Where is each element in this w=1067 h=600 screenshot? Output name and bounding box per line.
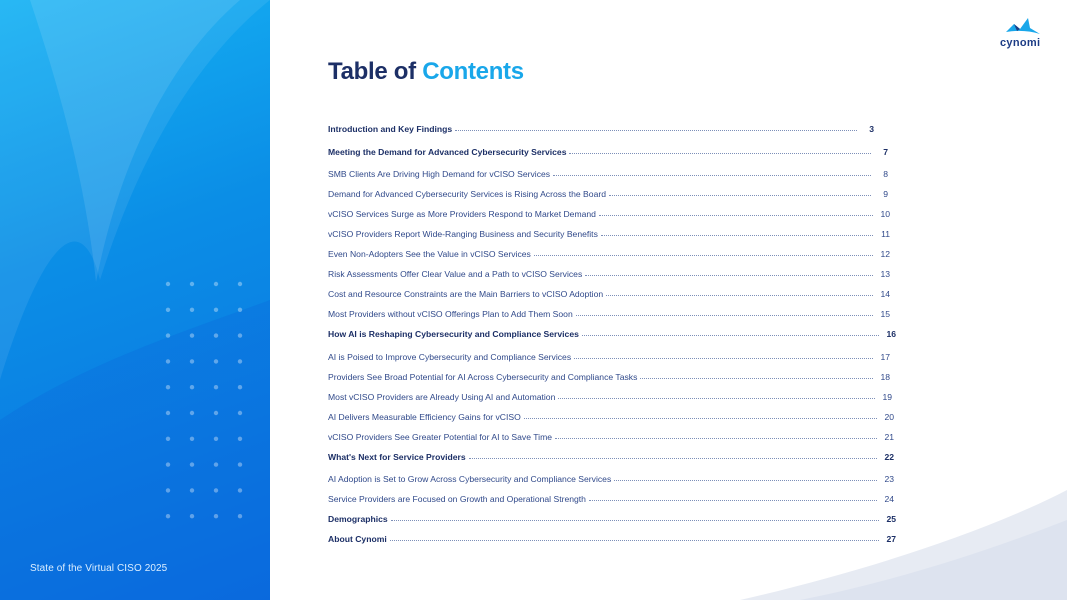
cover-side-panel xyxy=(0,0,270,600)
toc-entry[interactable] xyxy=(328,146,888,158)
page-title xyxy=(328,58,524,86)
decorative-dot xyxy=(166,359,170,363)
toc-entry[interactable] xyxy=(328,451,894,463)
toc-entry-page-number: 27 xyxy=(886,534,896,544)
toc-entry[interactable] xyxy=(328,493,894,505)
toc-entry[interactable] xyxy=(328,228,890,240)
decorative-dot xyxy=(190,437,194,441)
toc-entry-page-number: 23 xyxy=(884,474,894,484)
toc-entry-page-number: 12 xyxy=(880,249,890,259)
decorative-dot xyxy=(238,308,242,312)
decorative-dot xyxy=(214,333,218,337)
toc-entry-label: Most vCISO Providers are Already Using AI and Automation xyxy=(328,392,556,402)
toc-leader-dots xyxy=(606,294,873,296)
decorative-dot xyxy=(214,411,218,415)
toc-entry-label: SMB Clients Are Driving High Demand for vCISO Services xyxy=(328,169,551,179)
decorative-dot xyxy=(166,282,170,286)
toc-entry[interactable] xyxy=(328,473,894,485)
toc-leader-dots xyxy=(390,539,879,541)
toc-entry-page-number: 9 xyxy=(883,189,888,199)
toc-leader-dots xyxy=(569,152,871,154)
toc-leader-dots xyxy=(614,479,877,481)
toc-entry-label: AI is Poised to Improve Cybersecurity and Compliance Services xyxy=(328,352,572,362)
toc-leader-dots xyxy=(558,397,875,399)
decorative-dot xyxy=(238,462,242,466)
decorative-dot xyxy=(214,359,218,363)
decorative-dot xyxy=(238,411,242,415)
toc-entry-page-number: 21 xyxy=(884,432,894,442)
toc-entry-label: Cost and Resource Constraints are the Main Barriers to vCISO Adoption xyxy=(328,289,604,299)
decorative-dot xyxy=(190,282,194,286)
toc-entry-page-number: 19 xyxy=(882,392,892,402)
toc-entry[interactable] xyxy=(328,513,896,525)
toc-entry[interactable] xyxy=(328,351,890,363)
toc-entry-page-number: 18 xyxy=(880,372,890,382)
decorative-dot xyxy=(190,308,194,312)
decorative-dot xyxy=(166,308,170,312)
logo-text: cynomi xyxy=(1000,37,1041,49)
toc-leader-dots xyxy=(601,234,873,236)
toc-entry-label: Demand for Advanced Cybersecurity Services is Rising Across the Board xyxy=(328,189,606,199)
decorative-dot xyxy=(190,488,194,492)
toc-entry-label: Even Non-Adopters See the Value in vCISO Services xyxy=(328,249,531,259)
decorative-dot xyxy=(190,462,194,466)
toc-leader-dots xyxy=(553,174,871,176)
decorative-dot xyxy=(238,359,242,363)
decorative-dot xyxy=(214,488,218,492)
toc-entry-page-number: 24 xyxy=(884,494,894,504)
decorative-dot xyxy=(166,462,170,466)
decorative-dot xyxy=(166,437,170,441)
toc-leader-dots xyxy=(391,519,879,521)
toc-entry-label: Service Providers are Focused on Growth and Operational Strength xyxy=(328,494,586,504)
toc-entry[interactable] xyxy=(328,533,896,545)
toc-entry-label: vCISO Providers Report Wide-Ranging Business and Security Benefits xyxy=(328,229,598,239)
decorative-dot xyxy=(190,385,194,389)
decorative-dot xyxy=(214,462,218,466)
decorative-dot xyxy=(190,333,194,337)
toc-entry[interactable] xyxy=(328,188,888,200)
decorative-dot xyxy=(238,385,242,389)
toc-entry-page-number: 17 xyxy=(880,352,890,362)
toc-leader-dots xyxy=(524,417,877,419)
toc-entry[interactable] xyxy=(328,391,892,403)
decorative-dot xyxy=(214,308,218,312)
toc-entry[interactable] xyxy=(328,411,894,423)
toc-entry[interactable] xyxy=(328,308,890,320)
toc-entry-page-number: 22 xyxy=(884,452,894,462)
toc-leader-dots xyxy=(585,274,873,276)
title-main: Table of xyxy=(328,58,416,85)
toc-entry-label: What's Next for Service Providers xyxy=(328,452,466,462)
toc-leader-dots xyxy=(574,357,873,359)
decorative-dot xyxy=(166,333,170,337)
toc-entry-label: Introduction and Key Findings xyxy=(328,124,453,134)
decorative-dot xyxy=(238,282,242,286)
decorative-dot xyxy=(238,488,242,492)
decorative-dot xyxy=(166,514,170,518)
decorative-dot xyxy=(238,437,242,441)
toc-leader-dots xyxy=(589,499,877,501)
toc-entry-page-number: 13 xyxy=(880,269,890,279)
toc-entry-page-number: 14 xyxy=(880,289,890,299)
toc-entry[interactable] xyxy=(328,248,890,260)
toc-entry-label: Meeting the Demand for Advanced Cybersecurity Services xyxy=(328,147,567,157)
toc-entry-page-number: 8 xyxy=(883,169,888,179)
toc-entry-label: AI Delivers Measurable Efficiency Gains for vCISO xyxy=(328,412,521,422)
toc-entry-label: vCISO Services Surge as More Providers Respond to Market Demand xyxy=(328,209,596,219)
toc-leader-dots xyxy=(582,334,879,336)
toc-entry-page-number: 10 xyxy=(880,209,890,219)
toc-entry[interactable] xyxy=(328,168,888,180)
toc-entry[interactable] xyxy=(328,328,896,340)
cynomi-logo xyxy=(996,18,1046,52)
decorative-dot xyxy=(190,359,194,363)
decorative-dot xyxy=(214,514,218,518)
toc-entry-label: How AI is Reshaping Cybersecurity and Compliance Services xyxy=(328,329,579,339)
toc-entry-page-number: 20 xyxy=(884,412,894,422)
toc-entry-label: Risk Assessments Offer Clear Value and a Path to vCISO Services xyxy=(328,269,583,279)
toc-entry-page-number: 3 xyxy=(869,124,874,134)
toc-entry-label: Most Providers without vCISO Offerings Plan to Add Them Soon xyxy=(328,309,573,319)
decorative-dot xyxy=(166,385,170,389)
decorative-dot xyxy=(238,514,242,518)
decorative-dot xyxy=(214,437,218,441)
decorative-dot xyxy=(214,282,218,286)
toc-leader-dots xyxy=(555,437,877,439)
decorative-dot xyxy=(190,514,194,518)
toc-leader-dots xyxy=(534,254,873,256)
decorative-dot xyxy=(190,411,194,415)
toc-entry-label: Providers See Broad Potential for AI Across Cybersecurity and Compliance Tasks xyxy=(328,372,638,382)
toc-entry-page-number: 11 xyxy=(881,229,890,239)
decorative-dot xyxy=(238,333,242,337)
decorative-dot xyxy=(166,488,170,492)
toc-entry[interactable] xyxy=(328,431,894,443)
toc-entry[interactable] xyxy=(328,371,890,383)
decorative-dot xyxy=(214,385,218,389)
toc-leader-dots xyxy=(599,214,873,216)
toc-entry-page-number: 15 xyxy=(880,309,890,319)
toc-leader-dots xyxy=(455,129,857,131)
dot-grid-pattern xyxy=(160,276,250,526)
toc-leader-dots xyxy=(469,457,877,459)
toc-entry[interactable] xyxy=(328,123,874,135)
toc-leader-dots xyxy=(640,377,873,379)
document-title-footer: State of the Virtual CISO 2025 xyxy=(30,563,168,574)
toc-entry[interactable] xyxy=(328,288,890,300)
toc-entry-page-number: 7 xyxy=(883,147,888,157)
toc-entry[interactable] xyxy=(328,268,890,280)
toc-entry-label: AI Adoption is Set to Grow Across Cybersecurity and Compliance Services xyxy=(328,474,612,484)
title-accent: Contents xyxy=(422,58,524,85)
toc-leader-dots xyxy=(609,194,871,196)
toc-entry-label: About Cynomi xyxy=(328,534,387,544)
toc-entry[interactable] xyxy=(328,208,890,220)
toc-entry-label: Demographics xyxy=(328,514,388,524)
logo-mark-icon xyxy=(1006,18,1040,36)
toc-leader-dots xyxy=(576,314,873,316)
toc-entry-page-number: 25 xyxy=(886,514,896,524)
toc-entry-page-number: 16 xyxy=(886,329,896,339)
toc-entry-label: vCISO Providers See Greater Potential for AI to Save Time xyxy=(328,432,553,442)
decorative-dot xyxy=(166,411,170,415)
